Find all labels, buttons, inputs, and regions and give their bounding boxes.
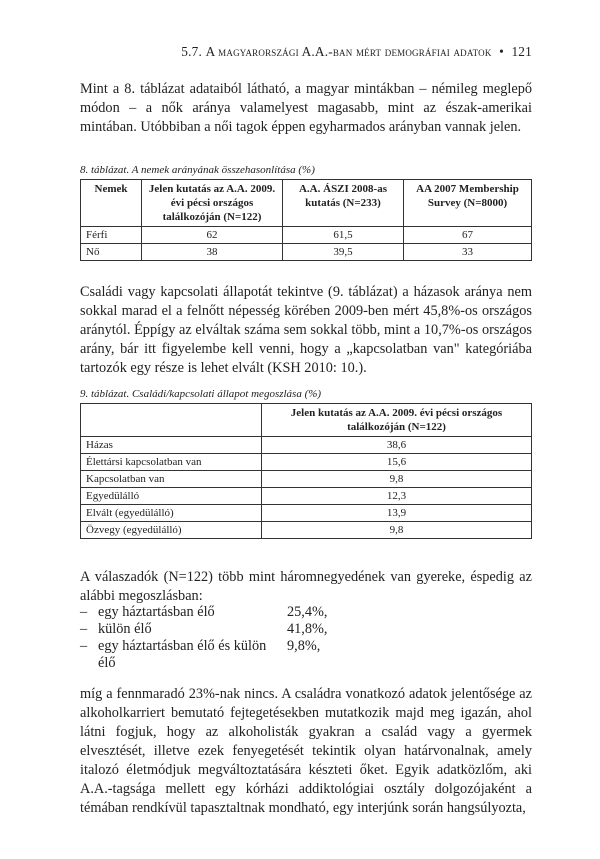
running-head xyxy=(181,44,532,60)
paragraph-1: Mint a 8. táblázat adataiból látható, a magyar mintákban – némileg meglepő módon – a nők aránya valamelyest magasabb, mint az észak-amerikai mintában. Utóbbiban a női tagok éppen egyharmados arányban vannak jelen. xyxy=(80,81,532,135)
cell: 67 xyxy=(404,227,532,244)
table-row xyxy=(81,454,532,471)
list-value: 9,8%, xyxy=(287,638,321,654)
section-number: 5.7. xyxy=(181,44,203,59)
section-title: A magyarországi A.A.-ban mért demográfiai adatok xyxy=(205,44,492,59)
list-item xyxy=(80,604,532,621)
cell: 12,3 xyxy=(262,488,532,505)
cell: 33 xyxy=(404,244,532,261)
list-label: külön élő xyxy=(98,621,152,637)
table-row xyxy=(81,227,532,244)
table-row xyxy=(81,471,532,488)
list-label: egy háztartásban élő és külön élő xyxy=(98,638,267,671)
cell: 13,9 xyxy=(262,505,532,522)
page-number: 121 xyxy=(511,44,532,59)
row-label: Egyedülálló xyxy=(81,488,262,505)
row-label: Elvált (egyedülálló) xyxy=(81,505,262,522)
list-item xyxy=(80,621,532,638)
dash: – xyxy=(80,638,88,654)
dash: – xyxy=(80,621,88,637)
cell: 39,5 xyxy=(283,244,404,261)
header-cell: A.A. ÁSZI 2008-as kutatás (N=233) xyxy=(283,180,404,227)
table-8-caption: 8. táblázat. A nemek arányának összehasonlítása (%) xyxy=(80,164,315,176)
list-value: 25,4%, xyxy=(287,604,328,620)
table-row xyxy=(81,505,532,522)
header-cell: Jelen kutatás az A.A. 2009. évi pécsi országos találkozóján (N=122) xyxy=(142,180,283,227)
list-item xyxy=(80,638,532,672)
children-list xyxy=(80,604,532,672)
list-label: egy háztartásban élő xyxy=(98,604,215,620)
table-row xyxy=(81,522,532,539)
dash: – xyxy=(80,604,88,620)
row-label: Férfi xyxy=(81,227,142,244)
cell: 61,5 xyxy=(283,227,404,244)
cell: 9,8 xyxy=(262,471,532,488)
cell: 38 xyxy=(142,244,283,261)
row-label: Özvegy (egyedülálló) xyxy=(81,522,262,539)
row-label: Nő xyxy=(81,244,142,261)
table-9-caption: 9. táblázat. Családi/kapcsolati állapot megoszlása (%) xyxy=(80,388,322,400)
table-row xyxy=(81,437,532,454)
header-cell: AA 2007 Membership Survey (N=8000) xyxy=(404,180,532,227)
table-8 xyxy=(80,179,532,261)
cell: 38,6 xyxy=(262,437,532,454)
table-header-row xyxy=(81,180,532,227)
header-cell xyxy=(81,404,262,437)
cell: 62 xyxy=(142,227,283,244)
table-9 xyxy=(80,403,532,539)
list-value: 41,8%, xyxy=(287,621,328,637)
paragraph-4: míg a fennmaradó 23%-nak nincs. A családra vonatkozó adatok jelentősége az alkoholkarriert bemutató fejtegetésekben mutatkozik majd meg igazán, ahol látni fogjuk, hogy az alkoholisták gyakran a család vagy a gyermek elvesztését, illetve ezek fenyegetését tekintik olyan határvonalnak, amely italozó életmódjuk megváltoztatására készteti őket. Egyik adatközlőm, aki A.A.-tagsága mellett egy kórházi addiktológiai osztály dolgozójaként a témában rendkívül tapasztaltnak mondható, egy interjúnk során hangsúlyozta, xyxy=(80,686,532,816)
table-8-block xyxy=(80,164,532,261)
bullet: • xyxy=(499,44,504,59)
table-9-block xyxy=(80,388,532,539)
row-label: Házas xyxy=(81,437,262,454)
table-header-row xyxy=(81,404,532,437)
cell: 9,8 xyxy=(262,522,532,539)
header-cell: Jelen kutatás az A.A. 2009. évi pécsi országos találkozóján (N=122) xyxy=(262,404,532,437)
paragraph-2: Családi vagy kapcsolati állapotát tekintve (9. táblázat) a házasok aránya nem sokkal marad el a felnőtt népesség körében 2009-ben mért 45,8%-os országos aránytól. Éppígy az elváltak száma sem sokkal több, mint a 10,7%-os országos arány, bár itt figyelembe kell venni, hogy a „kapcsolatban van" kategóriába tartozók egy része is lehet elvált (KSH 2010: 10.). xyxy=(80,284,532,376)
header-cell: Nemek xyxy=(81,180,142,227)
cell: 15,6 xyxy=(262,454,532,471)
table-row xyxy=(81,244,532,261)
paragraph-3: A válaszadók (N=122) több mint háromnegyedének van gyereke, éspedig az alábbi megoszlásban: xyxy=(80,569,532,604)
row-label: Élettársi kapcsolatban van xyxy=(81,454,262,471)
table-row xyxy=(81,488,532,505)
row-label: Kapcsolatban van xyxy=(81,471,262,488)
